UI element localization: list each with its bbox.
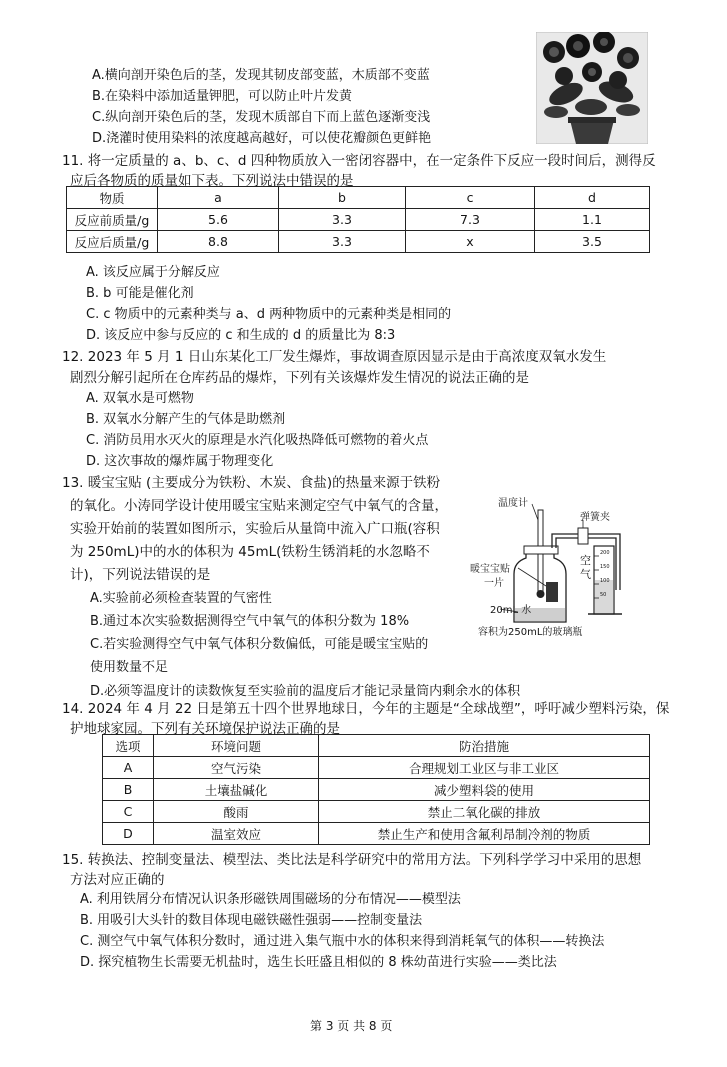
table-cell: C [103,801,154,823]
air-label-2: 气 [580,568,591,581]
q11-option-c: C. c 物质中的元素种类与 a、d 两种物质中的元素种类是相同的 [86,307,452,322]
table-cell: 合理规划工业区与非工业区 [319,757,650,779]
table-cell: 空气污染 [154,757,319,779]
table-cell: 3.5 [535,231,650,253]
table-row [103,779,650,801]
q13-stem-line3: 实验开始前的装置如图所示，实验后从量筒中流入广口瓶(容积 [70,521,440,537]
scale-label: 200 [600,550,610,556]
q13-stem-line5: 计)，下列说法错误的是 [70,567,211,583]
thermometer-label: 温度计 [498,498,528,509]
q14-environment-table [102,734,650,845]
table-cell: 1.1 [535,209,650,231]
table-cell: 7.3 [406,209,535,231]
table-header-cell: a [158,187,279,209]
table-header-row [67,187,650,209]
q12-stem-line1: 12. 2023 年 5 月 1 日山东某化工厂发生爆炸，事故调查原因显示是由于高浓度双氧水发生 [62,349,607,365]
table-header-cell: c [406,187,535,209]
q11-option-b: B. b 可能是催化剂 [86,286,194,301]
q10-option-b: B.在染料中添加适量钾肥，可以防止叶片发黄 [92,89,353,104]
rose-photo [536,32,648,144]
warmer-label-2: 一片 [484,578,504,589]
table-row [103,801,650,823]
clamp-label: 弹簧夹 [580,512,610,523]
q15-option-d: D. 探究植物生长需要无机盐时，选生长旺盛且相似的 8 株幼苗进行实验——类比法 [80,955,557,970]
table-header-row [103,735,650,757]
table-cell: D [103,823,154,845]
table-cell: 反应前质量/g [67,209,158,231]
air-label-1: 空 [580,554,591,567]
q15-option-a: A. 利用铁屑分布情况认识条形磁铁周围磁场的分布情况——模型法 [80,892,461,907]
q10-option-d: D.浇灌时使用染料的浓度越高越好，可以使花瓣颜色更鲜艳 [92,131,432,146]
table-cell: 酸雨 [154,801,319,823]
table-row [67,209,650,231]
warmer-label-1: 暖宝宝贴 [470,564,510,575]
table-cell: 反应后质量/g [67,231,158,253]
page-number: 第 3 页 共 8 页 [310,1019,393,1033]
q13-option-a: A.实验前必须检查装置的气密性 [90,591,272,606]
table-cell: B [103,779,154,801]
q15-option-c: C. 测空气中氧气体积分数时，通过进入集气瓶中水的体积来得到消耗氧气的体积——转换法 [80,934,605,949]
table-cell: x [406,231,535,253]
q10-option-a: A.横向剖开染色后的茎，发现其韧皮部变蓝，木质部不变蓝 [92,68,430,83]
q11-stem-line2: 应后各物质的质量如下表。下列说法中错误的是 [70,173,354,189]
q15-stem-line2: 方法对应正确的 [70,872,165,888]
q11-option-d: D. 该反应中参与反应的 c 和生成的 d 的质量比为 8:3 [86,328,396,343]
q13-apparatus-diagram [462,490,662,640]
scale-label: 150 [600,564,610,570]
q12-option-b: B. 双氧水分解产生的气体是助燃剂 [86,412,286,427]
q12-option-d: D. 这次事故的爆炸属于物理变化 [86,454,274,469]
q15-option-b: B. 用吸引大头针的数目体现电磁铁磁性强弱——控制变量法 [80,913,423,928]
q14-stem-line1: 14. 2024 年 4 月 22 日是第五十四个世界地球日，今年的主题是“全球战塑”，呼吁减少塑料污染，保 [62,701,670,717]
table-cell: 3.3 [279,231,406,253]
q13-option-b: B.通过本次实验数据测得空气中氧气的体积分数为 18% [90,614,410,629]
q13-stem-line2: 的氧化。小涛同学设计使用暖宝宝贴来测定空气中氧气的含量， [70,498,448,514]
q13-option-d: D.必须等温度计的读数恢复至实验前的温度后才能记录量筒内剩余水的体积 [90,684,521,699]
table-header-cell: 环境问题 [154,735,319,757]
table-header-cell: 防治措施 [319,735,650,757]
q13-stem-line4: 为 250mL)中的水的体积为 45mL(铁粉生锈消耗的水忽略不 [70,544,430,560]
water-label: 20mL 水 [490,605,532,616]
q12-stem-line2: 剧烈分解引起所在仓库药品的爆炸，下列有关该爆炸发生情况的说法正确的是 [70,370,529,386]
q14-stem-line2: 护地球家园。下列有关环境保护说法正确的是 [70,721,340,737]
q12-option-c: C. 消防员用水灭火的原理是水汽化吸热降低可燃物的着火点 [86,433,429,448]
q13-stem-line1: 13. 暖宝宝贴 (主要成分为铁粉、木炭、食盐)的热量来源于铁粉 [62,475,441,491]
table-cell: 8.8 [158,231,279,253]
q15-stem-line1: 15. 转换法、控制变量法、模型法、类比法是科学研究中的常用方法。下列科学学习中采用的思想 [62,852,642,868]
table-header-cell: b [279,187,406,209]
scale-label: 100 [600,578,610,584]
q12-option-a: A. 双氧水是可燃物 [86,391,194,406]
table-header-cell: d [535,187,650,209]
table-cell: 5.6 [158,209,279,231]
q13-option-c-line1: C.若实验测得空气中氧气体积分数偏低，可能是暖宝宝贴的 [90,637,429,652]
table-cell: 减少塑料袋的使用 [319,779,650,801]
table-row [103,757,650,779]
q11-mass-table [66,186,650,253]
table-row [103,823,650,845]
table-cell: A [103,757,154,779]
table-cell: 禁止生产和使用含氟利昂制冷剂的物质 [319,823,650,845]
table-header-cell: 选项 [103,735,154,757]
table-cell: 温室效应 [154,823,319,845]
table-cell: 土壤盐碱化 [154,779,319,801]
bottle-label: 容积为250mL的玻璃瓶 [478,627,583,638]
q13-option-c-line2: 使用数量不足 [90,660,169,675]
q10-option-c: C.纵向剖开染色后的茎，发现木质部自下而上蓝色逐渐变浅 [92,110,431,125]
table-cell: 禁止二氧化碳的排放 [319,801,650,823]
q11-stem-line1: 11. 将一定质量的 a、b、c、d 四种物质放入一密闭容器中，在一定条件下反应一段时间后，测得反 [62,153,656,169]
scale-label: 50 [600,592,607,598]
table-row [67,231,650,253]
table-cell: 3.3 [279,209,406,231]
q11-option-a: A. 该反应属于分解反应 [86,265,220,280]
table-header-cell: 物质 [67,187,158,209]
